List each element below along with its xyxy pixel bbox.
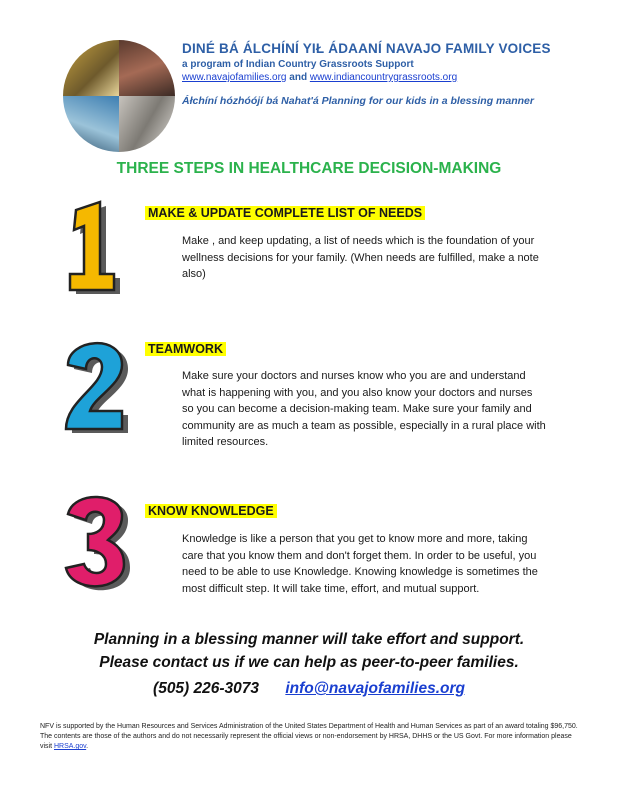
step-3-title: KNOW KNOWLEDGE (145, 504, 277, 518)
step-2-text: Make sure your doctors and nurses know who you are and understand what is happening with you, and you also know your doctors and nurses so you can become a decision-making team. Make sure your family and community are as much a team as possible, especially in a rural place with limited resources. (182, 370, 546, 448)
number-1-glyph (70, 202, 114, 290)
number-2-icon (60, 335, 132, 435)
closing-line-2: Please contact us if we can help as peer-to-peer families. (99, 654, 519, 671)
phone-number: (505) 226-3073 (153, 680, 260, 697)
contact-info (0, 680, 618, 698)
logo-photo-br (119, 96, 175, 152)
link-separator: and (286, 72, 310, 83)
logo-photo-tl (63, 40, 119, 96)
number-3-icon (60, 492, 132, 592)
header-links (182, 72, 602, 83)
header (182, 41, 602, 107)
number-1-icon (60, 196, 132, 296)
email-link[interactable]: info@navajofamilies.org (285, 680, 465, 697)
logo-photo-bl (63, 96, 119, 152)
hrsa-link[interactable]: HRSA.gov (54, 743, 87, 750)
motto: Áłchíní hózhóójí bá Nahat'á Planning for our kids in a blessing manner (182, 95, 534, 107)
indiancountrygrassroots-link[interactable]: www.indiancountrygrassroots.org (309, 72, 458, 83)
logo-photo-tr (119, 40, 175, 96)
closing-message (0, 628, 618, 674)
footer-disclaimer (40, 722, 585, 752)
navajofamilies-link[interactable]: www.navajofamilies.org (182, 72, 287, 83)
footer-text: NFV is supported by the Human Resources and Services Administration of the United States Department of Health and Human Services as part of an award totaling $96,750. The contents are those of the authors and do not necessarily represent the official views or non-endorsement by HRSA, DHHS or the US Govt. For more information please visit (40, 723, 578, 750)
org-subtitle: a program of Indian Country Grassroots Support (182, 59, 414, 70)
organization-logo (63, 40, 175, 152)
step-1-text: Make , and keep updating, a list of needs which is the foundation of your wellness decisions for your family. (When needs are fulfilled, make a note also) (182, 235, 539, 280)
step-1-title: MAKE & UPDATE COMPLETE LIST OF NEEDS (145, 206, 425, 220)
footer-end: . (86, 743, 89, 750)
closing-line-1: Planning in a blessing manner will take effort and support. (93, 631, 525, 648)
org-title: DINÉ BÁ ÁLCHÍNÍ YIŁ ÁDAANÍ NAVAJO FAMILY VOICES (182, 41, 551, 56)
page-title: THREE STEPS IN HEALTHCARE DECISION-MAKING (116, 160, 502, 177)
step-3-text: Knowledge is like a person that you get to know more and more, taking care that you know them and don't forget them. In order to be useful, you need to be able to use Knowledge. Knowing knowledge is sometimes the most difficult step. It will take time, effort, and mutual support. (182, 533, 538, 595)
step-2-title: TEAMWORK (145, 342, 226, 356)
